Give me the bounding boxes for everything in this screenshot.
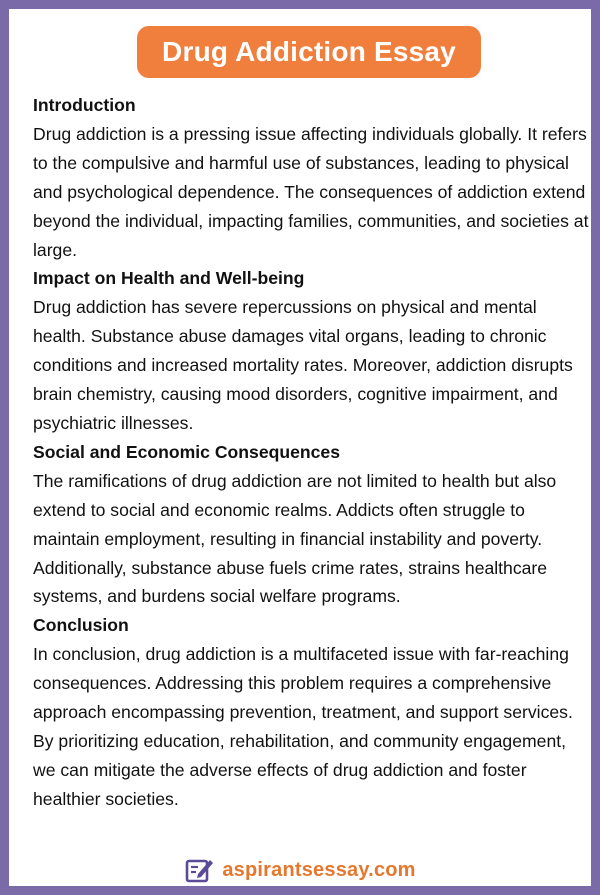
section-heading: Social and Economic Consequences <box>33 441 340 462</box>
section-social-economic <box>33 438 593 611</box>
section-heading: Introduction <box>33 95 136 115</box>
section-text: The ramifications of drug addiction are not limited to health but also extend to social and economic realms. Addicts often struggle to maintain employment, resulting in financial instability and poverty. Additionally, substance abuse fuels crime rates, strains healthcare systems, and burdens social welfare programs. <box>33 470 557 607</box>
section-health <box>33 264 593 437</box>
section-text: In conclusion, drug addiction is a multifaceted issue with far-reaching consequences. Addressing this problem requires a comprehensive approach encompassing prevention, treatment, and support services. By prioritizing education, rehabilitation, and community engagement, we can mitigate the adverse effects of drug addiction and foster healthier societies. <box>33 644 573 809</box>
section-text: Drug addiction is a pressing issue affecting individuals globally. It refers to the compulsive and harmful use of substances, leading to physical and psychological dependence. The consequences of addiction extend beyond the individual, impacting families, communities, and societies at large. <box>33 123 589 260</box>
edit-square-icon <box>184 855 214 885</box>
section-conclusion <box>33 611 593 813</box>
page-title: Drug Addiction Essay <box>162 36 456 67</box>
footer-brand[interactable] <box>0 852 600 888</box>
section-heading: Impact on Health and Well-being <box>33 268 305 289</box>
section-introduction <box>33 91 593 264</box>
title-banner <box>137 26 481 78</box>
section-text: Drug addiction has severe repercussions on physical and mental health. Substance abuse damages vital organs, leading to chronic conditions and increased mortality rates. Moreover, addiction disrupts brain chemistry, causing mood disorders, cognitive impairment, and psychiatric illnesses. <box>33 297 573 433</box>
section-heading: Conclusion <box>33 615 129 636</box>
site-url[interactable]: aspirantsessay.com <box>222 858 416 881</box>
essay-body <box>33 91 593 814</box>
